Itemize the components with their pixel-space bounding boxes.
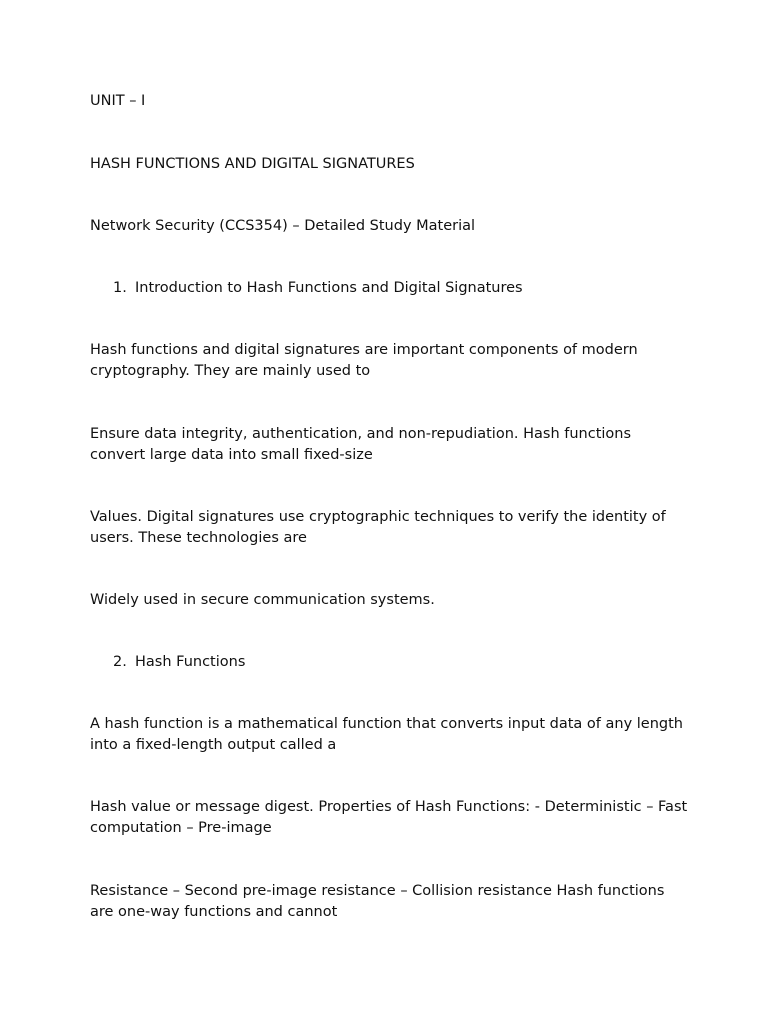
section-title-1: Introduction to Hash Functions and Digital Signatures — [135, 280, 523, 296]
section-title-2: Hash Functions — [135, 654, 246, 670]
paragraph: Values. Digital signatures use cryptographic techniques to verify the identity of users. These technologies are — [90, 509, 666, 546]
document-subtitle: Network Security (CCS354) – Detailed Study Material — [90, 218, 476, 234]
paragraph: Resistance – Second pre-image resistance – Collision resistance Hash functions are one-way functions and cannot — [90, 883, 665, 920]
paragraph: Hash value or message digest. Properties of Hash Functions: - Deterministic – Fast computation – Pre-image — [90, 799, 688, 836]
paragraph: Widely used in secure communication systems. — [90, 592, 435, 608]
paragraph: Hash functions and digital signatures are important components of modern cryptography. They are mainly used to — [90, 342, 638, 379]
unit-label: UNIT – I — [90, 93, 146, 109]
section-heading-1 — [113, 278, 673, 299]
section-number-1: 1. — [113, 280, 127, 296]
paragraph: Ensure data integrity, authentication, and non-repudiation. Hash functions convert large data into small fixed-size — [90, 426, 632, 463]
section-heading-2 — [113, 652, 673, 673]
section-number-2: 2. — [113, 654, 127, 670]
document-title: HASH FUNCTIONS AND DIGITAL SIGNATURES — [90, 156, 415, 172]
paragraph: A hash function is a mathematical function that converts input data of any length into a fixed-length output called a — [90, 716, 683, 753]
